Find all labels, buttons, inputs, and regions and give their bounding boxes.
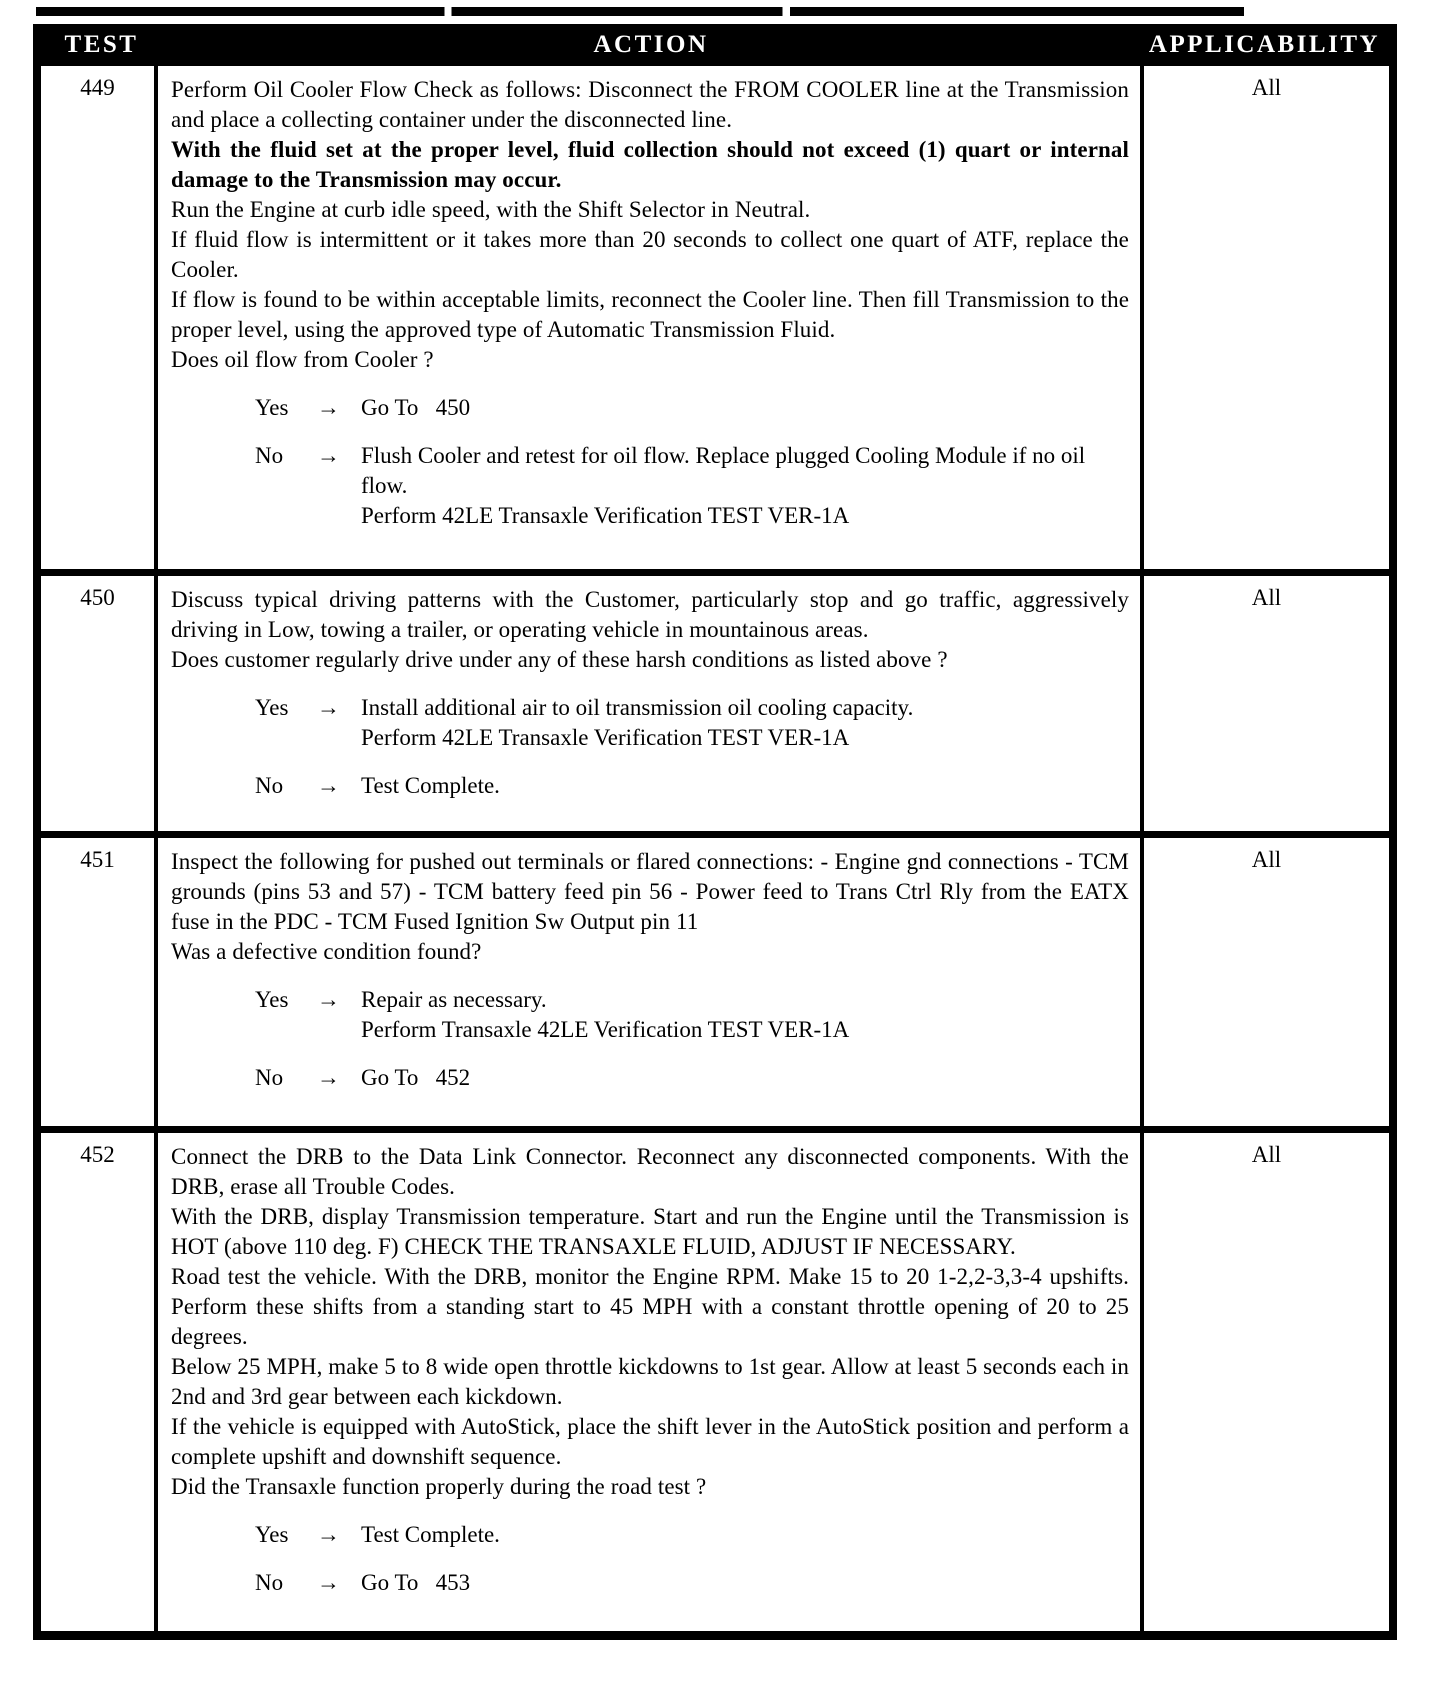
branch-result-line: Flush Cooler and retest for oil flow. Replace plugged Cooling Module if no oil flow. [361,443,1091,498]
applicability-value: All [1251,585,1282,610]
action-paragraph: Perform Oil Cooler Flow Check as follows: Disconnect the FROM COOLER line at the Transmission and place a collecting container under the disconnected line. [171,77,1129,132]
branch-label-no: No [255,443,284,468]
test-number-cell [41,576,158,831]
branch-result-line: Perform 42LE Transaxle Verification TEST VER-1A [361,725,850,750]
action-question: Was a defective condition found? [171,939,482,964]
action-cell [158,576,1144,831]
branch-yes [255,693,1129,753]
applicability-cell [1144,1133,1389,1631]
branch-label-yes: Yes [255,395,289,420]
test-row-449 [41,66,1389,569]
branch-yes [255,985,1129,1045]
applicability-value: All [1251,75,1282,100]
action-cell [158,838,1144,1126]
branch-result [361,393,1129,423]
branch-result-line: Perform Transaxle 42LE Verification TEST VER-1A [361,1017,850,1042]
test-number: 451 [80,847,115,872]
action-paragraph: Inspect the following for pushed out terminals or flared connections: - Engine gnd connections - TCM grounds (pins 53 and 57) - TCM battery feed pin 56 - Power feed to Trans Ctrl Rly from the EATX fuse in the PDC - TCM Fused Ignition Sw Output pin 11 [171,849,1129,934]
action-cell [158,66,1144,569]
branch-result [361,771,1129,801]
test-row-451 [41,831,1389,1126]
column-header-applicability: APPLICABILITY [1148,31,1381,58]
action-paragraph: If fluid flow is intermittent or it takes more than 20 seconds to collect one quart of ATF, replace the Cooler. [171,227,1129,282]
branch-result-line: Repair as necessary. [361,987,547,1012]
arrow-right-icon: → [317,695,340,720]
column-header-test: TEST [64,31,139,58]
branch-result [361,441,1129,531]
branch-no [255,771,1129,801]
branch-result-line: Test Complete. [361,1522,500,1547]
action-cell [158,1133,1144,1631]
table-header-row [41,24,1389,66]
action-paragraph-warning: With the fluid set at the proper level, fluid collection should not exceed (1) quart or internal damage to the Transmission may occur. [171,137,1129,192]
column-header-action: ACTION [593,31,709,58]
arrow-right-icon: → [317,1522,340,1547]
action-paragraph: With the DRB, display Transmission temperature. Start and run the Engine until the Transmission is HOT (above 110 deg. F) CHECK THE TRANSAXLE FLUID, ADJUST IF NECESSARY. [171,1204,1129,1259]
branch-yes [255,393,1129,423]
arrow-right-icon: → [317,395,340,420]
applicability-cell [1144,576,1389,831]
branch-label-yes: Yes [255,987,289,1012]
branch-result-line: Go To 453 [361,1570,471,1595]
branch-result-line: Go To 450 [361,395,471,420]
test-number: 449 [80,75,115,100]
action-paragraph: If flow is found to be within acceptable limits, reconnect the Cooler line. Then fill Transmission to the proper level, using the approved type of Automatic Transmission Fluid. [171,287,1129,342]
test-number: 452 [80,1142,115,1167]
branch-result-line: Perform 42LE Transaxle Verification TEST VER-1A [361,503,850,528]
branch-result-line: Test Complete. [361,773,500,798]
test-number: 450 [80,585,115,610]
branch-yes [255,1520,1129,1550]
action-question: Does customer regularly drive under any of these harsh conditions as listed above ? [171,647,948,672]
test-row-452 [41,1126,1389,1631]
test-number-cell [41,838,158,1126]
arrow-right-icon: → [317,1065,340,1090]
branch-label-yes: Yes [255,1522,289,1547]
arrow-right-icon: → [317,773,340,798]
test-row-450 [41,569,1389,831]
arrow-right-icon: → [317,1570,340,1595]
applicability-cell [1144,66,1389,569]
branch-result [361,693,1129,753]
arrow-right-icon: → [317,443,340,468]
branch-no [255,1568,1129,1598]
branch-result [361,1063,1129,1093]
test-number-cell [41,1133,158,1631]
action-paragraph: Run the Engine at curb idle speed, with the Shift Selector in Neutral. [171,197,811,222]
action-paragraph: Discuss typical driving patterns with the Customer, particularly stop and go traffic, aggressively driving in Low, towing a trailer, or operating vehicle in mountainous areas. [171,587,1129,642]
action-paragraph: If the vehicle is equipped with AutoStick, place the shift lever in the AutoStick position and perform a complete upshift and downshift sequence. [171,1414,1129,1469]
applicability-cell [1144,838,1389,1126]
branch-result [361,985,1129,1045]
action-question: Did the Transaxle function properly during the road test ? [171,1474,707,1499]
arrow-right-icon: → [317,987,340,1012]
branch-label-no: No [255,1570,284,1595]
action-paragraph: Below 25 MPH, make 5 to 8 wide open throttle kickdowns to 1st gear. Allow at least 5 seconds each in 2nd and 3rd gear between each kickdown. [171,1354,1129,1409]
action-paragraph: Connect the DRB to the Data Link Connector. Reconnect any disconnected components. With the DRB, erase all Trouble Codes. [171,1144,1129,1199]
branch-no [255,441,1129,531]
applicability-value: All [1251,847,1282,872]
branch-result [361,1568,1129,1598]
applicability-value: All [1251,1142,1282,1167]
action-paragraph: Road test the vehicle. With the DRB, monitor the Engine RPM. Make 15 to 20 1-2,2-3,3-4 upshifts. Perform these shifts from a standing start to 45 MPH with a constant throttle opening of 20 to 25 degrees. [171,1264,1129,1349]
diagnostic-test-table [33,24,1397,1640]
test-number-cell [41,66,158,569]
branch-result [361,1520,1129,1550]
branch-label-yes: Yes [255,695,289,720]
branch-label-no: No [255,773,284,798]
action-question: Does oil flow from Cooler ? [171,347,434,372]
branch-no [255,1063,1129,1093]
branch-result-line: Install additional air to oil transmission oil cooling capacity. [361,695,914,720]
branch-label-no: No [255,1065,284,1090]
branch-result-line: Go To 452 [361,1065,471,1090]
page-top-border-rule [36,7,1244,16]
